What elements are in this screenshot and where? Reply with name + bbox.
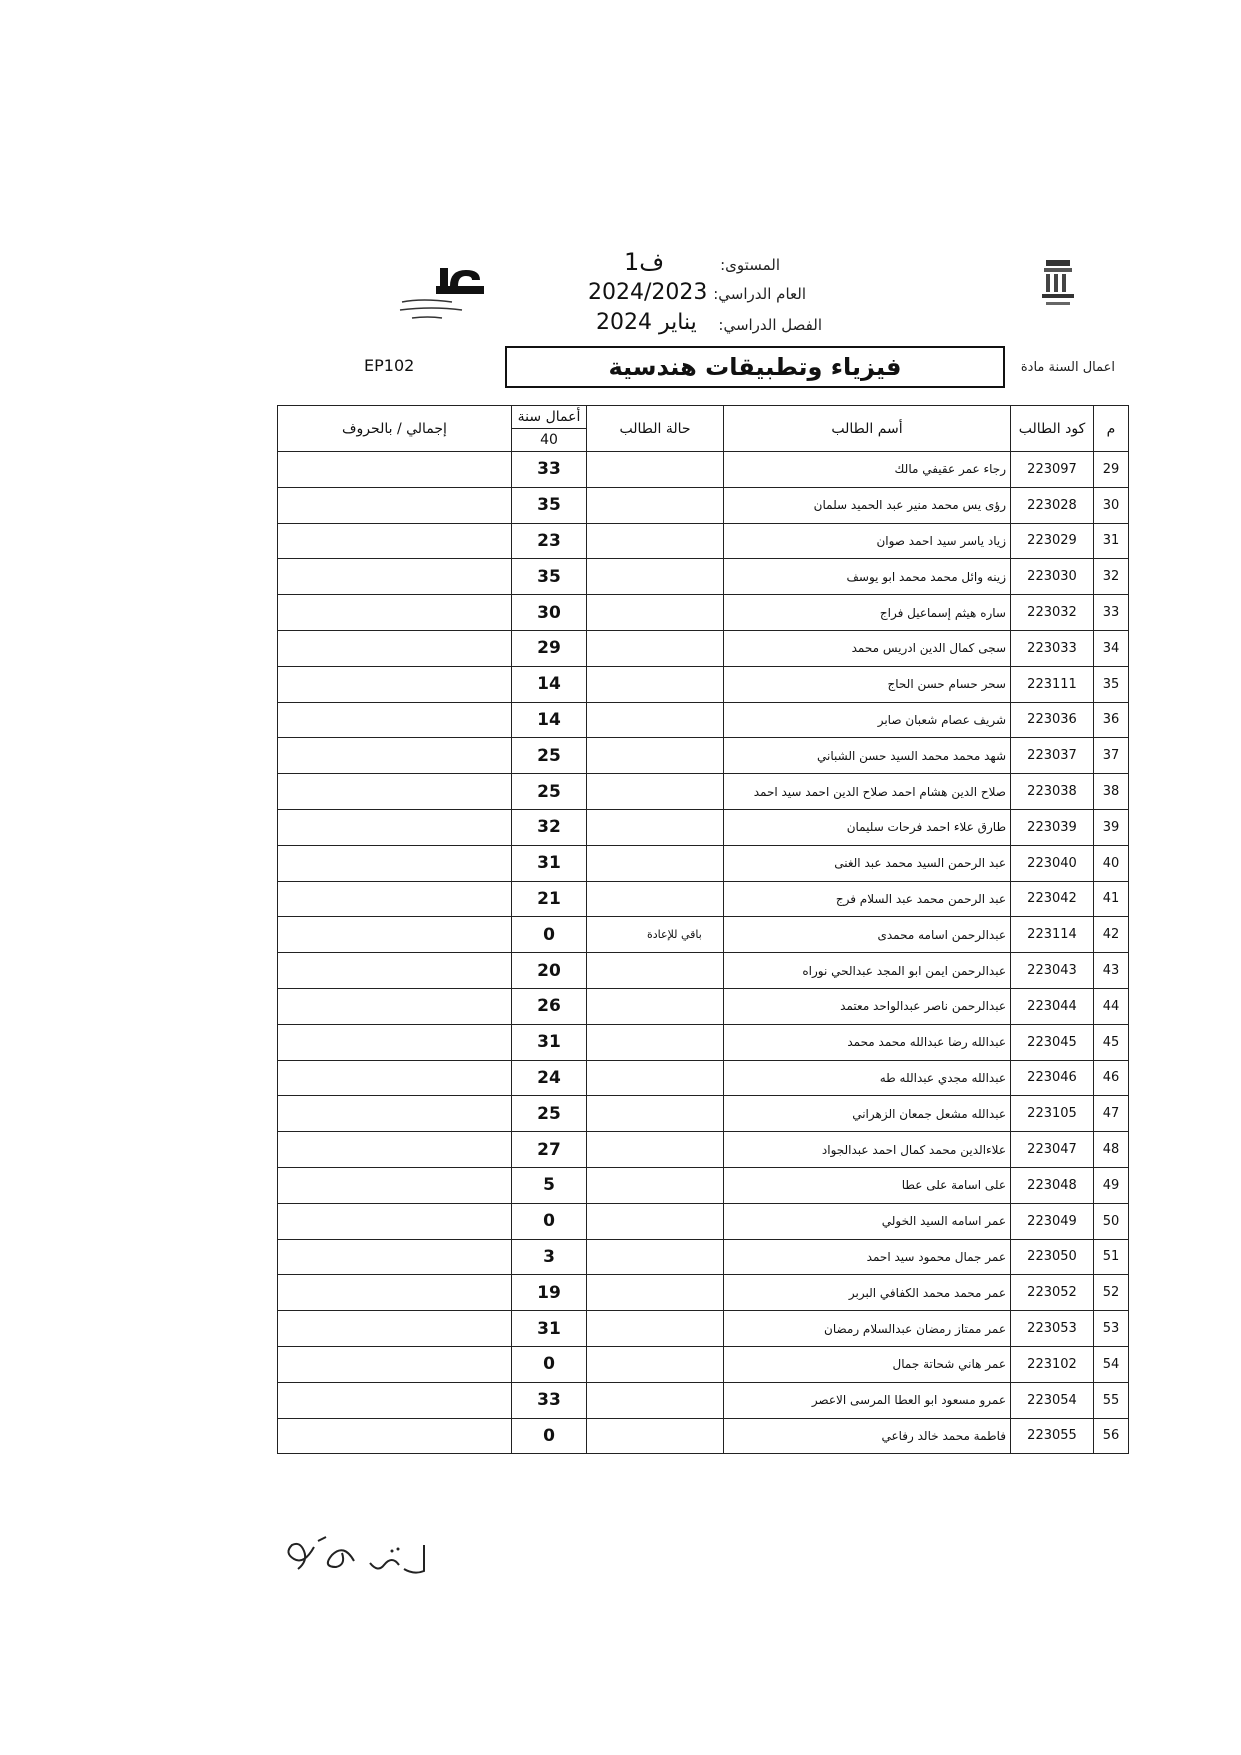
table-row — [278, 738, 1129, 774]
student-status-cell — [587, 452, 724, 488]
student-status-cell — [587, 523, 724, 559]
row-index-cell: 37 — [1094, 738, 1129, 774]
score-max-header: 40 — [512, 429, 587, 452]
code-column-header: كود الطالب — [1011, 406, 1094, 452]
score-cell: 35 — [512, 559, 587, 595]
student-status-cell — [587, 1167, 724, 1203]
score-cell: 23 — [512, 523, 587, 559]
row-index-cell: 56 — [1094, 1418, 1129, 1454]
row-index-cell: 51 — [1094, 1239, 1129, 1275]
total-words-cell — [278, 1060, 512, 1096]
student-code-cell: 223042 — [1011, 881, 1094, 917]
table-row — [278, 1311, 1129, 1347]
table-row — [278, 1203, 1129, 1239]
student-status-cell — [587, 1418, 724, 1454]
total-words-cell — [278, 738, 512, 774]
student-name-cell: علاءالدين محمد كمال احمد عبدالجواد — [724, 1132, 1011, 1168]
score-cell: 31 — [512, 1311, 587, 1347]
student-name-cell: صلاح الدين هشام احمد صلاح الدين احمد سيد احمد — [724, 774, 1011, 810]
student-code-cell: 223046 — [1011, 1060, 1094, 1096]
score-cell: 21 — [512, 881, 587, 917]
institute-logo-icon — [392, 256, 496, 326]
student-code-cell: 223039 — [1011, 809, 1094, 845]
student-code-cell: 223029 — [1011, 523, 1094, 559]
total-words-cell — [278, 559, 512, 595]
table-row — [278, 1024, 1129, 1060]
total-words-cell — [278, 1382, 512, 1418]
score-cell: 31 — [512, 845, 587, 881]
score-cell: 32 — [512, 809, 587, 845]
total-words-column-header: إجمالي / بالحروف — [278, 406, 512, 452]
student-status-cell — [587, 1024, 724, 1060]
student-status-cell — [587, 988, 724, 1024]
row-index-cell: 36 — [1094, 702, 1129, 738]
student-code-cell: 223102 — [1011, 1346, 1094, 1382]
score-cell: 25 — [512, 774, 587, 810]
course-name: فيزياء وتطبيقات هندسية — [608, 353, 902, 381]
academic-year-value: 2024/2023 — [588, 280, 708, 305]
student-code-cell: 223040 — [1011, 845, 1094, 881]
academic-year-label: العام الدراسي: — [713, 285, 806, 303]
student-name-cell: عبدالله مشعل جمعان الزهراني — [724, 1096, 1011, 1132]
student-status-cell — [587, 738, 724, 774]
table-row — [278, 774, 1129, 810]
course-label: اعمال السنة مادة — [1020, 360, 1115, 375]
row-index-cell: 43 — [1094, 953, 1129, 989]
score-cell: 0 — [512, 1418, 587, 1454]
student-name-cell: عمر هاني شحاتة جمال — [724, 1346, 1011, 1382]
table-row — [278, 809, 1129, 845]
row-index-cell: 42 — [1094, 917, 1129, 953]
row-index-cell: 31 — [1094, 523, 1129, 559]
score-cell: 30 — [512, 595, 587, 631]
row-index-cell: 54 — [1094, 1346, 1129, 1382]
total-words-cell — [278, 1418, 512, 1454]
student-status-cell — [587, 774, 724, 810]
student-code-cell: 223114 — [1011, 917, 1094, 953]
semester-value: يناير 2024 — [596, 310, 697, 335]
student-code-cell: 223054 — [1011, 1382, 1094, 1418]
grades-table — [277, 405, 1129, 1454]
student-status-cell — [587, 1275, 724, 1311]
student-name-cell: سحر حسام حسن الحاج — [724, 666, 1011, 702]
row-index-cell: 33 — [1094, 595, 1129, 631]
score-cell: 3 — [512, 1239, 587, 1275]
score-cell: 0 — [512, 1346, 587, 1382]
index-column-header: م — [1094, 406, 1129, 452]
row-index-cell: 39 — [1094, 809, 1129, 845]
table-row — [278, 487, 1129, 523]
score-cell: 35 — [512, 487, 587, 523]
total-words-cell — [278, 881, 512, 917]
table-row — [278, 845, 1129, 881]
row-index-cell: 32 — [1094, 559, 1129, 595]
total-words-cell — [278, 845, 512, 881]
student-status-cell — [587, 1203, 724, 1239]
score-cell: 27 — [512, 1132, 587, 1168]
student-name-cell: رؤى يس محمد منير عبد الحميد سلمان — [724, 487, 1011, 523]
student-status-cell — [587, 1096, 724, 1132]
table-header-row — [278, 406, 1129, 429]
student-name-cell: شريف عصام شعبان صابر — [724, 702, 1011, 738]
total-words-cell — [278, 988, 512, 1024]
table-row — [278, 1382, 1129, 1418]
total-words-cell — [278, 595, 512, 631]
student-code-cell: 223049 — [1011, 1203, 1094, 1239]
row-index-cell: 38 — [1094, 774, 1129, 810]
student-status-cell — [587, 1060, 724, 1096]
student-name-cell: عمر جمال محمود سيد احمد — [724, 1239, 1011, 1275]
student-code-cell: 223111 — [1011, 666, 1094, 702]
row-index-cell: 48 — [1094, 1132, 1129, 1168]
row-index-cell: 47 — [1094, 1096, 1129, 1132]
score-cell: 33 — [512, 1382, 587, 1418]
table-row — [278, 1418, 1129, 1454]
student-name-cell: رجاء عمر عقيفي مالك — [724, 452, 1011, 488]
table-row — [278, 1096, 1129, 1132]
row-index-cell: 34 — [1094, 630, 1129, 666]
student-name-cell: عبدالرحمن ايمن ابو المجد عبدالحي نوراه — [724, 953, 1011, 989]
student-code-cell: 223048 — [1011, 1167, 1094, 1203]
student-status-cell — [587, 1311, 724, 1347]
table-row — [278, 1346, 1129, 1382]
student-code-cell: 223032 — [1011, 595, 1094, 631]
student-name-cell: سجى كمال الدين ادريس محمد — [724, 630, 1011, 666]
table-row — [278, 666, 1129, 702]
student-status-cell — [587, 953, 724, 989]
student-status-cell — [587, 595, 724, 631]
row-index-cell: 55 — [1094, 1382, 1129, 1418]
row-index-cell: 50 — [1094, 1203, 1129, 1239]
student-code-cell: 223037 — [1011, 738, 1094, 774]
score-cell: 31 — [512, 1024, 587, 1060]
table-row — [278, 452, 1129, 488]
table-row — [278, 559, 1129, 595]
course-name-box — [505, 346, 1005, 388]
row-index-cell: 35 — [1094, 666, 1129, 702]
table-row — [278, 630, 1129, 666]
level-label: المستوى: — [720, 256, 780, 274]
student-code-cell: 223053 — [1011, 1311, 1094, 1347]
student-status-cell: باقي للإعادة — [587, 917, 724, 953]
student-status-cell — [587, 1132, 724, 1168]
student-code-cell: 223050 — [1011, 1239, 1094, 1275]
row-index-cell: 52 — [1094, 1275, 1129, 1311]
score-cell: 0 — [512, 917, 587, 953]
table-row — [278, 595, 1129, 631]
student-code-cell: 223105 — [1011, 1096, 1094, 1132]
handwritten-signature — [274, 1525, 434, 1585]
score-cell: 33 — [512, 452, 587, 488]
student-name-cell: عبدالرحمن ناصر عبدالواحد معتمد — [724, 988, 1011, 1024]
student-code-cell: 223043 — [1011, 953, 1094, 989]
score-cell: 26 — [512, 988, 587, 1024]
total-words-cell — [278, 702, 512, 738]
total-words-cell — [278, 1275, 512, 1311]
student-name-cell: زياد ياسر سيد احمد صوان — [724, 523, 1011, 559]
score-cell: 20 — [512, 953, 587, 989]
total-words-cell — [278, 1167, 512, 1203]
student-name-cell: عمر محمد محمد الكفافي البربر — [724, 1275, 1011, 1311]
table-row — [278, 702, 1129, 738]
score-cell: 14 — [512, 666, 587, 702]
student-status-cell — [587, 881, 724, 917]
row-index-cell: 40 — [1094, 845, 1129, 881]
student-name-cell: عبدالله رضا عبدالله محمد محمد — [724, 1024, 1011, 1060]
student-status-cell — [587, 702, 724, 738]
table-row — [278, 523, 1129, 559]
semester-label: الفصل الدراسي: — [718, 316, 822, 334]
student-status-cell — [587, 809, 724, 845]
table-row — [278, 1239, 1129, 1275]
student-name-cell: عمر ممتاز رمضان عبدالسلام رمضان — [724, 1311, 1011, 1347]
total-words-cell — [278, 774, 512, 810]
student-name-cell: عبدالله مجدي عبدالله طه — [724, 1060, 1011, 1096]
total-words-cell — [278, 452, 512, 488]
total-words-cell — [278, 809, 512, 845]
row-index-cell: 53 — [1094, 1311, 1129, 1347]
student-name-cell: عبد الرحمن السيد محمد عبد الغنى — [724, 845, 1011, 881]
student-code-cell: 223030 — [1011, 559, 1094, 595]
level-value: ف1 — [624, 248, 665, 276]
student-status-cell — [587, 845, 724, 881]
row-index-cell: 30 — [1094, 487, 1129, 523]
student-name-cell: طارق علاء احمد فرحات سليمان — [724, 809, 1011, 845]
table-row — [278, 881, 1129, 917]
score-cell: 25 — [512, 1096, 587, 1132]
total-words-cell — [278, 1096, 512, 1132]
student-name-cell: عمر اسامه السيد الخولي — [724, 1203, 1011, 1239]
student-code-cell: 223044 — [1011, 988, 1094, 1024]
total-words-cell — [278, 523, 512, 559]
table-row — [278, 988, 1129, 1024]
student-code-cell: 223038 — [1011, 774, 1094, 810]
student-status-cell — [587, 1382, 724, 1418]
score-cell: 19 — [512, 1275, 587, 1311]
table-row — [278, 1132, 1129, 1168]
student-code-cell: 223028 — [1011, 487, 1094, 523]
student-name-cell: شهد محمد محمد السيد حسن الشباني — [724, 738, 1011, 774]
student-name-cell: عبد الرحمن محمد عبد السلام فرج — [724, 881, 1011, 917]
row-index-cell: 41 — [1094, 881, 1129, 917]
student-code-cell: 223047 — [1011, 1132, 1094, 1168]
student-code-cell: 223036 — [1011, 702, 1094, 738]
student-code-cell: 223052 — [1011, 1275, 1094, 1311]
row-index-cell: 29 — [1094, 452, 1129, 488]
student-name-cell: فاطمة محمد خالد رفاعي — [724, 1418, 1011, 1454]
table-row — [278, 917, 1129, 953]
course-code: EP102 — [364, 356, 415, 375]
total-words-cell — [278, 1024, 512, 1060]
score-cell: 29 — [512, 630, 587, 666]
student-name-cell: زينه وائل محمد محمد ابو يوسف — [724, 559, 1011, 595]
total-words-cell — [278, 1132, 512, 1168]
table-row — [278, 953, 1129, 989]
student-status-cell — [587, 1239, 724, 1275]
status-column-header: حالة الطالب — [587, 406, 724, 452]
student-status-cell — [587, 630, 724, 666]
total-words-cell — [278, 1239, 512, 1275]
total-words-cell — [278, 487, 512, 523]
total-words-cell — [278, 666, 512, 702]
name-column-header: أسم الطالب — [724, 406, 1011, 452]
score-cell: 25 — [512, 738, 587, 774]
student-status-cell — [587, 559, 724, 595]
total-words-cell — [278, 1311, 512, 1347]
score-cell: 0 — [512, 1203, 587, 1239]
student-code-cell: 223033 — [1011, 630, 1094, 666]
score-cell: 5 — [512, 1167, 587, 1203]
total-words-cell — [278, 1203, 512, 1239]
row-index-cell: 46 — [1094, 1060, 1129, 1096]
university-crest-icon — [1040, 258, 1076, 310]
student-code-cell: 223097 — [1011, 452, 1094, 488]
score-cell: 24 — [512, 1060, 587, 1096]
total-words-cell — [278, 1346, 512, 1382]
table-row — [278, 1060, 1129, 1096]
table-row — [278, 1275, 1129, 1311]
score-cell: 14 — [512, 702, 587, 738]
student-status-cell — [587, 487, 724, 523]
student-name-cell: ساره هيثم إسماعيل فراج — [724, 595, 1011, 631]
student-code-cell: 223055 — [1011, 1418, 1094, 1454]
total-words-cell — [278, 917, 512, 953]
score-column-header: أعمال سنة — [512, 406, 587, 429]
student-status-cell — [587, 666, 724, 702]
student-code-cell: 223045 — [1011, 1024, 1094, 1060]
student-name-cell: على اسامة على عطا — [724, 1167, 1011, 1203]
student-name-cell: عمرو مسعود ابو العطا المرسى الاعصر — [724, 1382, 1011, 1418]
row-index-cell: 45 — [1094, 1024, 1129, 1060]
student-name-cell: عبدالرحمن اسامه محمدى — [724, 917, 1011, 953]
total-words-cell — [278, 630, 512, 666]
table-row — [278, 1167, 1129, 1203]
row-index-cell: 44 — [1094, 988, 1129, 1024]
row-index-cell: 49 — [1094, 1167, 1129, 1203]
student-status-cell — [587, 1346, 724, 1382]
total-words-cell — [278, 953, 512, 989]
